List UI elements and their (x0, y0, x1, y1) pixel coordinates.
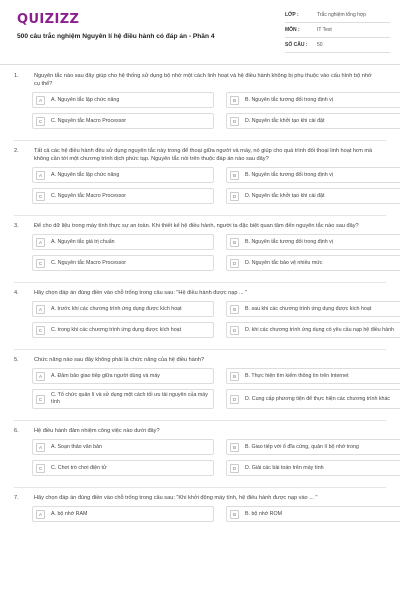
meta-row-class (285, 8, 390, 23)
option-letter-box: B (230, 372, 239, 381)
option-letter-box: C (36, 117, 45, 126)
answer-option[interactable] (32, 255, 214, 271)
option-text: D. Cung cấp phương tiện để thực hiện các chương trình khác (245, 395, 391, 402)
option-text: D. Giải các bài toán trên máy tính (245, 464, 324, 471)
option-letter-box: D (230, 395, 239, 404)
option-grid (0, 301, 400, 343)
option-letter-box: A (36, 96, 45, 105)
option-text: C. trong khi các chương trình ứng dụng được kích hoạt (51, 326, 182, 333)
option-letter-box: D (230, 117, 239, 126)
answer-option[interactable] (32, 234, 214, 250)
option-grid (0, 439, 400, 481)
option-text: D. khi các chương trình ứng dụng có yêu cầu nạp hệ điều hành (245, 326, 394, 333)
answer-option[interactable] (32, 113, 214, 129)
meta-value: Trắc nghiệm tổng hợp (317, 12, 366, 18)
meta-label: LỚP : (285, 12, 299, 18)
answer-option[interactable] (226, 92, 400, 108)
answer-option[interactable] (226, 113, 400, 129)
option-text: A. trước khi các chương trình ứng dụng được kích hoạt (51, 305, 182, 312)
option-letter-box: D (230, 464, 239, 473)
option-text: C. Nguyên tắc Macro Processor (51, 192, 127, 199)
option-text: C. Nguyên tắc Macro Processor (51, 259, 127, 266)
option-text: C. Nguyên tắc Macro Processor (51, 117, 127, 124)
question-text: Hãy chọn đáp án đúng điền vào chỗ trống trong câu sau: "Hệ điều hành được nạp ... " (34, 290, 248, 296)
option-text: A. Nguyên tắc giá trị chuẩn (51, 238, 115, 245)
question-text: Nguyên tắc nào sau đây giúp cho hệ thống sử dụng bộ nhớ một cách linh hoạt và hệ điều hành không bị phụ thuộc vào cấu hình bộ nhớ cụ thể? (34, 73, 372, 87)
question-number: 4. (14, 290, 19, 296)
meta-value: IT Test (317, 27, 332, 33)
answer-option[interactable] (226, 506, 400, 522)
option-text: B. Thực hiện tìm kiếm thông tin trên Internet (245, 372, 349, 379)
answer-option[interactable] (32, 301, 214, 317)
option-text: D. Nguyên tắc khởi tạo khi cài đặt (245, 117, 325, 124)
question-header (0, 72, 400, 88)
worksheet-title: 500 câu trắc nghiệm Nguyên lí hệ điều hành có đáp án - Phần 4 (17, 33, 215, 40)
answer-option[interactable] (32, 167, 214, 183)
question-divider (14, 215, 386, 216)
answer-option[interactable] (226, 439, 400, 455)
meta-value: 50 (317, 42, 323, 48)
question-number: 2. (14, 148, 19, 154)
answer-option[interactable] (32, 322, 214, 338)
answer-option[interactable] (226, 167, 400, 183)
answer-option[interactable] (226, 460, 400, 476)
question-number: 7. (14, 495, 19, 501)
question-header (0, 147, 400, 163)
meta-row-subject (285, 23, 390, 38)
question-number: 5. (14, 357, 19, 363)
question-header (0, 289, 400, 297)
question-block (0, 72, 400, 134)
option-letter-box: C (36, 259, 45, 268)
question-text: Để cho dữ liệu trong máy tính thực sự an toàn. Khi thiết kế hệ điều hành, người ta đặc biệt quan tâm đến nguyên tắc nào sau đây? (34, 223, 359, 229)
option-text: B. Nguyên tắc tương đối trong định vị (245, 96, 333, 103)
answer-option[interactable] (226, 255, 400, 271)
option-text: B. sau khi các chương trình ứng dụng được kích hoạt (245, 305, 372, 312)
question-header (0, 427, 400, 435)
question-block (0, 289, 400, 343)
quizizz-logo: QUIZIZZ (17, 12, 80, 27)
answer-option[interactable] (32, 188, 214, 204)
option-letter-box: B (230, 443, 239, 452)
option-letter-box: B (230, 238, 239, 247)
question-block (0, 494, 400, 527)
option-grid (0, 506, 400, 527)
answer-option[interactable] (226, 368, 400, 384)
answer-option[interactable] (32, 506, 214, 522)
option-letter-box: C (36, 192, 45, 201)
option-letter-box: D (230, 259, 239, 268)
question-header (0, 222, 400, 230)
option-grid (0, 167, 400, 209)
answer-option[interactable] (32, 389, 214, 409)
question-divider (14, 140, 386, 141)
question-header (0, 356, 400, 364)
question-number: 6. (14, 428, 19, 434)
option-grid (0, 368, 400, 414)
option-text: B. Nguyên tắc tương đối trong định vị (245, 171, 333, 178)
question-block (0, 356, 400, 414)
question-list (0, 72, 400, 527)
answer-option[interactable] (226, 188, 400, 204)
option-letter-box: A (36, 305, 45, 314)
answer-option[interactable] (32, 439, 214, 455)
question-number: 1. (14, 73, 19, 79)
question-text: Hệ điều hành đảm nhiệm công việc nào dưới đây? (34, 428, 160, 434)
option-letter-box: B (230, 171, 239, 180)
option-text: A. bộ nhớ RAM (51, 510, 88, 517)
question-divider (14, 282, 386, 283)
option-letter-box: C (36, 464, 45, 473)
answer-option[interactable] (32, 460, 214, 476)
meta-label: SỐ CÂU : (285, 42, 308, 48)
option-letter-box: B (230, 510, 239, 519)
option-text: A. Nguyên tắc lập chức năng (51, 171, 120, 178)
question-text: Chức năng nào sau đây không phải là chức năng của hệ điều hành? (34, 357, 205, 363)
meta-label: MÔN : (285, 27, 300, 33)
option-letter-box: C (36, 326, 45, 335)
question-number: 3. (14, 223, 19, 229)
answer-option[interactable] (226, 389, 400, 409)
option-text: C. Tổ chức quản lí và sử dụng một cách tối ưu tài nguyên của máy tính (51, 392, 208, 405)
worksheet-header (0, 0, 400, 65)
option-letter-box: A (36, 443, 45, 452)
option-letter-box: A (36, 171, 45, 180)
question-divider (14, 420, 386, 421)
answer-option[interactable] (226, 301, 400, 317)
option-letter-box: A (36, 510, 45, 519)
question-divider (14, 349, 386, 350)
question-block (0, 147, 400, 209)
option-letter-box: C (36, 395, 45, 404)
option-letter-box: B (230, 305, 239, 314)
option-letter-box: A (36, 238, 45, 247)
option-text: D. Nguyên tắc bảo vệ nhiều mức (245, 259, 323, 266)
question-header (0, 494, 400, 502)
option-text: B. Giao tiếp với ổ đĩa cứng, quản lí bộ nhớ trong (245, 443, 359, 450)
question-divider (14, 487, 386, 488)
question-text: Tất cả các hệ điều hành đều sử dụng nguyên tắc này trong để thoại giữa người và máy, nó giúp cho quá trình đối thoại linh hoạt hơn mà không cần tới một chương trình dịch phức tạp. Nguyên tắc nói trên thuộc đáp án nào sau đây? (34, 148, 373, 162)
option-grid (0, 92, 400, 134)
option-text: D. Nguyên tắc khởi tạo khi cài đặt (245, 192, 325, 199)
answer-option[interactable] (32, 368, 214, 384)
answer-option[interactable] (226, 322, 400, 338)
option-letter-box: A (36, 372, 45, 381)
question-text: Hãy chọn đáp án đúng điền vào chỗ trống trong câu sau: "Khi khởi động máy tính, hệ điều hành được nạp vào ... " (34, 495, 318, 501)
option-text: A. Nguyên tắc lập chức năng (51, 96, 120, 103)
option-text: A. Soạn thảo văn bản (51, 443, 102, 450)
answer-option[interactable] (32, 92, 214, 108)
option-grid (0, 234, 400, 276)
answer-option[interactable] (226, 234, 400, 250)
meta-table (285, 8, 390, 53)
question-block (0, 427, 400, 481)
option-letter-box: B (230, 96, 239, 105)
meta-row-count (285, 38, 390, 53)
question-block (0, 222, 400, 276)
option-text: A. Đảm bảo giao tiếp giữa người dùng và máy (51, 372, 160, 379)
option-letter-box: D (230, 192, 239, 201)
option-letter-box: D (230, 326, 239, 335)
option-text: B. bộ nhớ ROM (245, 510, 283, 517)
option-text: C. Chơi trò chơi điện tử (51, 464, 107, 471)
option-text: B. Nguyên tắc tương đối trong định vị (245, 238, 333, 245)
